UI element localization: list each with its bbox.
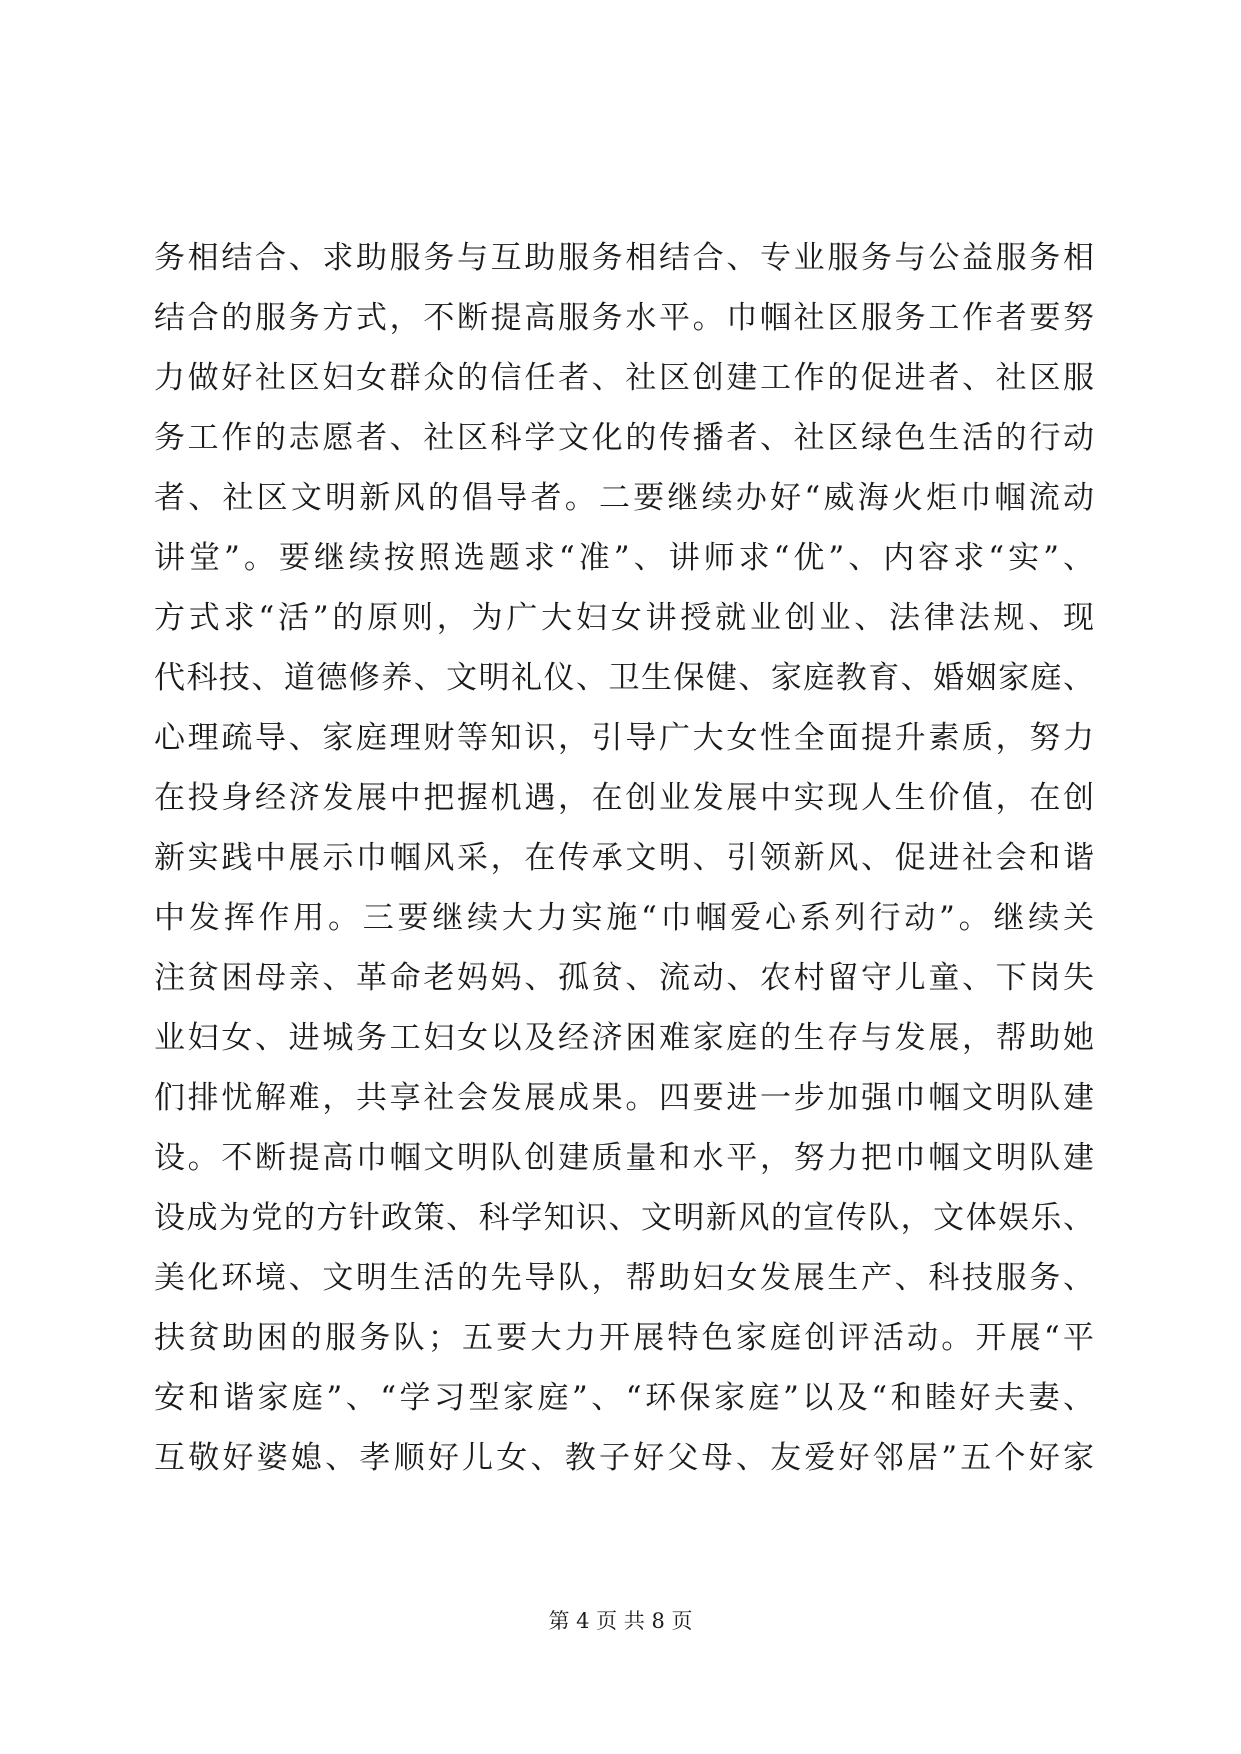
text-line: 结合的服务方式，不断提高服务水平。巾帼社区服务工作者要努 — [154, 300, 1094, 336]
text-line: 在投身经济发展中把握机遇，在创业发展中实现人生价值，在创 — [154, 780, 1094, 816]
body-text — [154, 228, 1094, 1488]
text-line: 设成为党的方针政策、科学知识、文明新风的宣传队，文体娱乐、 — [154, 1200, 1094, 1236]
text-line: 者、社区文明新风的倡导者。二要继续办好“威海火炬巾帼流动 — [154, 480, 1094, 516]
text-line: 代科技、道德修养、文明礼仪、卫生保健、家庭教育、婚姻家庭、 — [154, 660, 1094, 696]
text-line: 新实践中展示巾帼风采，在传承文明、引领新风、促进社会和谐 — [154, 840, 1094, 876]
text-line: 力做好社区妇女群众的信任者、社区创建工作的促进者、社区服 — [154, 360, 1094, 396]
text-line: 互敬好婆媳、孝顺好儿女、教子好父母、友爱好邻居”五个好家 — [154, 1440, 1094, 1476]
text-line: 方式求“活”的原则，为广大妇女讲授就业创业、法律法规、现 — [154, 600, 1094, 636]
text-line: 注贫困母亲、革命老妈妈、孤贫、流动、农村留守儿童、下岗失 — [154, 960, 1094, 996]
text-line: 美化环境、文明生活的先导队，帮助妇女发展生产、科技服务、 — [154, 1260, 1094, 1296]
text-line: 务工作的志愿者、社区科学文化的传播者、社区绿色生活的行动 — [154, 420, 1094, 456]
text-line: 讲堂”。要继续按照选题求“准”、讲师求“优”、内容求“实”、 — [154, 540, 1094, 576]
text-line: 中发挥作用。三要继续大力实施“巾帼爱心系列行动”。继续关 — [154, 900, 1094, 936]
page-number-footer: 第 4 页 共 8 页 — [548, 1609, 693, 1633]
text-line: 安和谐家庭”、“学习型家庭”、“环保家庭”以及“和睦好夫妻、 — [154, 1380, 1094, 1416]
text-line: 心理疏导、家庭理财等知识，引导广大女性全面提升素质，努力 — [154, 720, 1094, 756]
text-line: 扶贫助困的服务队；五要大力开展特色家庭创评活动。开展“平 — [154, 1320, 1094, 1356]
text-line: 务相结合、求助服务与互助服务相结合、专业服务与公益服务相 — [154, 240, 1094, 276]
text-line: 设。不断提高巾帼文明队创建质量和水平，努力把巾帼文明队建 — [154, 1140, 1094, 1176]
text-line: 们排忧解难，共享社会发展成果。四要进一步加强巾帼文明队建 — [154, 1080, 1094, 1116]
text-line: 业妇女、进城务工妇女以及经济困难家庭的生存与发展，帮助她 — [154, 1020, 1094, 1056]
